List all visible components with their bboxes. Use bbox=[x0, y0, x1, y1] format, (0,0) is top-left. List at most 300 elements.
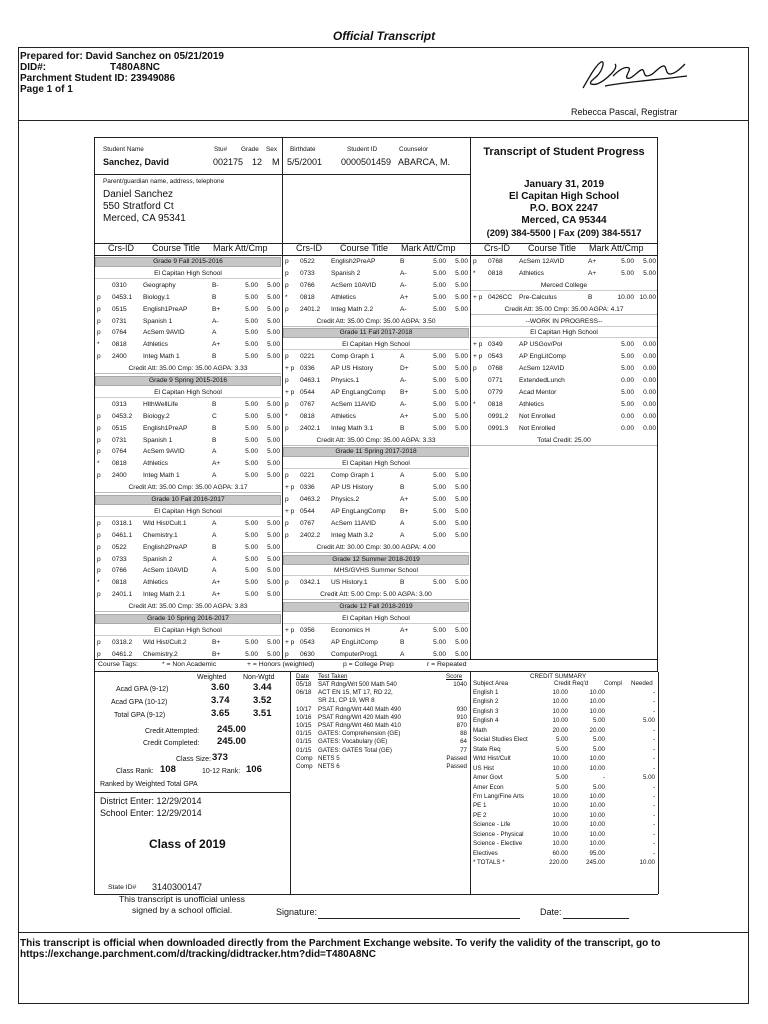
course-title: AcSem 9AVID bbox=[143, 329, 185, 337]
test-row bbox=[296, 747, 468, 755]
course-row bbox=[95, 531, 281, 541]
course-flag: p bbox=[285, 531, 289, 539]
cs-area: State Req bbox=[473, 745, 501, 753]
course-completed: 5.00 bbox=[455, 424, 468, 432]
course-attempted: 5.00 bbox=[433, 626, 446, 634]
cs-area: English 4 bbox=[473, 717, 499, 725]
course-mark: C bbox=[212, 412, 217, 420]
course-row bbox=[95, 400, 281, 410]
course-tags-label: Course Tags: bbox=[98, 661, 138, 668]
course-attempted: 5.00 bbox=[433, 579, 446, 587]
term-credit-summary: Credit Att: 35.00 Cmp: 35.00 AGPA: 3.83 bbox=[95, 602, 281, 612]
course-row bbox=[471, 412, 657, 422]
course-flag: * bbox=[97, 460, 100, 468]
course-attempted: 5.00 bbox=[245, 519, 258, 527]
course-title: English2PreAP bbox=[331, 258, 376, 265]
course-row bbox=[95, 471, 281, 481]
course-flag: p bbox=[97, 317, 101, 325]
course-mark: A bbox=[212, 472, 217, 480]
birthdate: 5/5/2001 bbox=[287, 157, 323, 167]
course-title: HlthWellLife bbox=[143, 400, 179, 408]
course-completed: 5.00 bbox=[267, 519, 280, 527]
course-completed: 5.00 bbox=[455, 258, 468, 265]
course-id: 0818 bbox=[488, 400, 503, 408]
course-attempted: 5.00 bbox=[245, 460, 258, 468]
test-name: PSAT Rdng/Wrt 420 Math 490 bbox=[318, 713, 401, 721]
course-completed: 5.00 bbox=[267, 281, 280, 289]
course-id: 0544 bbox=[300, 507, 315, 515]
course-mark: A- bbox=[400, 377, 407, 384]
cs-area: Math bbox=[473, 726, 487, 734]
course-row bbox=[95, 543, 281, 553]
course-completed: 5.00 bbox=[267, 448, 280, 456]
course-row bbox=[283, 269, 469, 279]
credit-summary-row bbox=[473, 707, 656, 716]
course-id: 0818 bbox=[112, 460, 127, 468]
test-score: 64 bbox=[460, 738, 467, 746]
school-phone: (209) 384-5500 | Fax (209) 384-5517 bbox=[486, 227, 642, 238]
course-attempted: 5.00 bbox=[245, 638, 258, 646]
course-id: 0731 bbox=[112, 436, 127, 444]
course-row bbox=[283, 626, 469, 636]
course-title: Acad Mentor bbox=[519, 388, 557, 396]
test-score: 1040 bbox=[453, 681, 467, 688]
test-score: Passed bbox=[446, 754, 467, 762]
course-id: 0318.1 bbox=[112, 519, 133, 527]
course-flag: p bbox=[97, 293, 101, 301]
col-hdr-title: Course Title bbox=[528, 243, 577, 253]
credit-summary-row bbox=[473, 764, 656, 773]
school-subheader: El Capitan High School bbox=[283, 614, 469, 624]
course-mark: A- bbox=[212, 317, 219, 325]
course-attempted: 5.00 bbox=[433, 400, 446, 408]
course-title: Athletics bbox=[331, 293, 356, 301]
cs-needed: - bbox=[652, 821, 655, 829]
course-title: Comp Graph 1 bbox=[331, 472, 375, 480]
cs-required: 20.00 bbox=[552, 726, 568, 734]
course-id: 0818 bbox=[300, 293, 315, 301]
course-completed: 5.00 bbox=[643, 258, 656, 265]
course-id: 0221 bbox=[300, 472, 315, 480]
school-subheader: El Capitan High School bbox=[283, 459, 469, 469]
course-title: English1PreAP bbox=[143, 424, 188, 432]
course-row bbox=[283, 257, 469, 267]
cs-required: 220.00 bbox=[549, 859, 568, 867]
course-id: 0342.1 bbox=[300, 579, 321, 587]
course-mark: B+ bbox=[212, 650, 221, 658]
course-completed: 0.00 bbox=[643, 353, 656, 361]
course-row bbox=[283, 412, 469, 422]
cs-required: 5.00 bbox=[555, 745, 568, 753]
course-mark: B bbox=[212, 353, 217, 361]
acad-gpa-1012-nonweighted: 3.52 bbox=[253, 695, 272, 706]
cs-needed: - bbox=[652, 689, 655, 696]
course-flag: p bbox=[97, 591, 101, 599]
cs-completed: 10.00 bbox=[589, 802, 605, 810]
course-flag: p bbox=[97, 519, 101, 527]
test-name: SR 21, CP 19, WR 8 bbox=[318, 697, 375, 705]
test-row bbox=[296, 689, 468, 697]
hdr-stu-num: Stu# bbox=[214, 146, 228, 153]
cs-area: Amer Econ bbox=[473, 783, 504, 791]
course-completed: 5.00 bbox=[455, 305, 468, 313]
course-attempted: 5.00 bbox=[245, 555, 258, 563]
col-hdr-title: Course Title bbox=[152, 243, 201, 253]
course-id: 0336 bbox=[300, 365, 315, 373]
course-row bbox=[95, 328, 281, 338]
course-completed: 5.00 bbox=[267, 472, 280, 480]
course-completed: 5.00 bbox=[267, 650, 280, 658]
cs-completed: 10.00 bbox=[589, 792, 605, 800]
registrar-signature bbox=[575, 56, 695, 96]
course-id: 0515 bbox=[112, 424, 127, 432]
course-title: AcSem 12AVID bbox=[519, 258, 565, 265]
course-id: 0818 bbox=[112, 341, 127, 349]
signature-label: Signature: bbox=[276, 907, 318, 917]
course-title: Not Enrolled bbox=[519, 424, 556, 432]
cs-area: English 3 bbox=[473, 707, 499, 715]
course-flag: p bbox=[97, 305, 101, 313]
course-mark: B bbox=[212, 436, 217, 444]
course-flag: p bbox=[285, 496, 289, 503]
course-row bbox=[283, 400, 469, 410]
cs-area: Electives bbox=[473, 849, 498, 857]
acad-gpa-1012-label: Acad GPA (10-12) bbox=[111, 699, 168, 706]
course-completed: 5.00 bbox=[455, 531, 468, 539]
did-value: T480A8NC bbox=[110, 62, 161, 73]
course-id: 0463.1 bbox=[300, 377, 321, 384]
test-date: 10/16 bbox=[296, 713, 312, 721]
course-id: 2400 bbox=[112, 472, 127, 480]
course-row bbox=[283, 578, 469, 588]
course-mark: B bbox=[212, 293, 217, 301]
course-flag: p bbox=[97, 567, 101, 575]
course-flag: p bbox=[285, 281, 289, 289]
course-mark: B+ bbox=[212, 638, 221, 646]
course-row bbox=[471, 388, 657, 398]
school-name: El Capitan High School bbox=[508, 191, 619, 202]
course-mark: B bbox=[400, 638, 405, 646]
test-name: GATES: GATES Total (GE) bbox=[318, 746, 392, 754]
course-completed: 5.00 bbox=[267, 305, 280, 313]
divider bbox=[94, 174, 470, 175]
cs-needed: - bbox=[652, 698, 655, 706]
cs-completed: 95.00 bbox=[589, 849, 605, 857]
course-flag: p bbox=[97, 650, 101, 658]
course-id: 0349 bbox=[488, 341, 503, 349]
course-row bbox=[95, 352, 281, 362]
course-completed: 5.00 bbox=[455, 496, 468, 503]
test-row bbox=[296, 738, 468, 746]
course-completed: 0.00 bbox=[643, 388, 656, 396]
school-subheader: El Capitan High School bbox=[95, 388, 281, 398]
district-enter: District Enter: 12/29/2014 bbox=[100, 796, 202, 806]
course-id: 0818 bbox=[112, 579, 127, 587]
page-number: Page 1 of 1 bbox=[20, 84, 73, 95]
test-date: 10/17 bbox=[296, 705, 312, 713]
course-row bbox=[471, 352, 657, 362]
course-completed: 5.00 bbox=[455, 365, 468, 373]
course-completed: 5.00 bbox=[455, 579, 468, 587]
course-row bbox=[95, 340, 281, 350]
course-completed: 0.00 bbox=[643, 400, 656, 408]
course-completed: 5.00 bbox=[455, 519, 468, 527]
course-row bbox=[471, 269, 657, 279]
course-id: 0731 bbox=[112, 317, 127, 325]
cs-needed: - bbox=[652, 736, 655, 744]
course-id: 2400 bbox=[112, 353, 127, 361]
course-completed: 5.00 bbox=[455, 353, 468, 361]
course-completed: 0.00 bbox=[643, 412, 656, 420]
course-flag: p bbox=[97, 412, 101, 420]
cs-area: English 1 bbox=[473, 689, 499, 696]
course-title: English2PreAP bbox=[143, 543, 188, 551]
school-subheader: MHS/GVHS Summer School bbox=[283, 566, 469, 576]
cs-area: PE 2 bbox=[473, 811, 487, 819]
acad-gpa-1012-weighted: 3.74 bbox=[211, 695, 230, 706]
course-row bbox=[471, 257, 657, 267]
school-city: Merced, CA 95344 bbox=[521, 215, 607, 226]
course-row bbox=[95, 436, 281, 446]
course-title: Chemistry.1 bbox=[143, 531, 178, 539]
course-attempted: 5.00 bbox=[245, 424, 258, 432]
cs-required: 5.00 bbox=[555, 736, 568, 744]
course-attempted: 5.00 bbox=[621, 269, 634, 277]
did-line bbox=[20, 62, 224, 73]
course-flag: * bbox=[97, 579, 100, 587]
course-id: 0768 bbox=[488, 258, 503, 265]
course-row bbox=[95, 447, 281, 457]
term-header: Grade 10 Spring 2016-2017 bbox=[95, 614, 281, 624]
term-header: Grade 12 Summer 2018-2019 bbox=[283, 555, 469, 565]
course-id: 0515 bbox=[112, 305, 127, 313]
course-id: 0818 bbox=[488, 269, 503, 277]
cs-completed: 10.00 bbox=[589, 689, 605, 696]
col-hdr-crsid: Crs-ID bbox=[296, 243, 322, 253]
course-id: 2402.2 bbox=[300, 531, 321, 539]
course-mark: A+ bbox=[588, 258, 597, 265]
course-title: Economics H bbox=[331, 626, 370, 634]
course-row bbox=[471, 293, 657, 303]
credit-summary-row bbox=[473, 745, 656, 754]
course-mark: A bbox=[400, 519, 405, 527]
course-flag: + p bbox=[285, 388, 295, 396]
course-id: 2401.2 bbox=[300, 305, 321, 313]
course-attempted: 5.00 bbox=[245, 543, 258, 551]
credit-summary-row bbox=[473, 801, 656, 810]
course-title: Athletics bbox=[143, 341, 168, 349]
cs-required: 5.00 bbox=[555, 774, 568, 782]
cs-needed: 10.00 bbox=[639, 859, 655, 867]
course-attempted: 5.00 bbox=[621, 365, 634, 373]
course-row bbox=[283, 376, 469, 386]
course-completed: 5.00 bbox=[267, 329, 280, 337]
course-row bbox=[283, 388, 469, 398]
course-mark: B+ bbox=[400, 388, 409, 396]
class-rank: 108 bbox=[160, 764, 176, 775]
course-mark: A+ bbox=[400, 412, 409, 420]
course-completed: 5.00 bbox=[455, 281, 468, 289]
course-attempted: 5.00 bbox=[621, 400, 634, 408]
parent-label: Parent/guardian name, address, telephone bbox=[103, 178, 225, 185]
course-id: 0733 bbox=[112, 555, 127, 563]
course-completed: 5.00 bbox=[267, 460, 280, 468]
course-attempted: 5.00 bbox=[433, 293, 446, 301]
course-flag: p bbox=[473, 258, 477, 265]
course-completed: 10.00 bbox=[639, 293, 656, 301]
school-enter: School Enter: 12/29/2014 bbox=[100, 808, 202, 818]
divider bbox=[18, 120, 749, 121]
course-flag: * bbox=[285, 412, 288, 420]
course-title: Physics.2 bbox=[331, 496, 360, 503]
cs-required: 10.00 bbox=[552, 689, 568, 696]
course-attempted: 5.00 bbox=[621, 258, 634, 265]
cs-required: 10.00 bbox=[552, 792, 568, 800]
cs-area-hdr: Subject Area bbox=[473, 680, 509, 687]
course-title: AP EngLitComp bbox=[331, 638, 378, 646]
course-completed: 0.00 bbox=[643, 377, 656, 384]
course-attempted: 5.00 bbox=[433, 365, 446, 373]
course-flag: p bbox=[285, 377, 289, 384]
credit-summary-row bbox=[473, 697, 656, 706]
state-id-label: State ID# bbox=[108, 884, 137, 891]
cs-needed: - bbox=[652, 707, 655, 715]
cs-needed: - bbox=[652, 726, 655, 734]
course-title: Spanish 1 bbox=[143, 317, 173, 325]
school-subheader: El Capitan High School bbox=[283, 340, 469, 350]
course-id: 0356 bbox=[300, 626, 315, 634]
test-date: 05/18 bbox=[296, 681, 312, 688]
course-id: 0543 bbox=[300, 638, 315, 646]
course-flag: * bbox=[473, 400, 476, 408]
divider bbox=[94, 792, 290, 793]
hdr-birthdate: Birthdate bbox=[290, 146, 316, 153]
divider bbox=[94, 659, 658, 660]
course-title: Comp Graph 1 bbox=[331, 353, 375, 361]
course-mark: A bbox=[212, 555, 217, 563]
course-flag: + p bbox=[285, 626, 295, 634]
course-mark: A+ bbox=[400, 496, 409, 503]
test-row bbox=[296, 681, 468, 689]
course-attempted: 5.00 bbox=[621, 341, 634, 349]
course-title: Geography bbox=[143, 281, 176, 289]
course-mark: A- bbox=[400, 269, 407, 277]
credit-summary-row bbox=[473, 754, 656, 763]
course-mark: B bbox=[400, 424, 405, 432]
sex: M bbox=[272, 157, 280, 167]
course-mark: A- bbox=[400, 305, 407, 313]
course-mark: A- bbox=[400, 281, 407, 289]
test-date: 01/15 bbox=[296, 730, 312, 738]
course-attempted: 5.00 bbox=[433, 353, 446, 361]
course-id: 0630 bbox=[300, 650, 315, 658]
test-name: NETS 5 bbox=[318, 754, 340, 762]
course-flag: p bbox=[285, 353, 289, 361]
test-date: 10/15 bbox=[296, 722, 312, 729]
cs-needed: - bbox=[652, 755, 655, 763]
course-title: AcSem 12AVID bbox=[519, 365, 565, 373]
course-mark: A+ bbox=[212, 341, 221, 349]
course-completed: 5.00 bbox=[267, 317, 280, 325]
cs-required: 10.00 bbox=[552, 821, 568, 829]
course-attempted: 5.00 bbox=[621, 353, 634, 361]
test-score: 77 bbox=[460, 746, 467, 754]
course-flag: p bbox=[285, 579, 289, 587]
cs-needed: - bbox=[652, 764, 655, 772]
course-flag: p bbox=[285, 269, 289, 277]
school-subheader: Merced College bbox=[471, 281, 657, 291]
course-flag: p bbox=[285, 650, 289, 658]
credit-summary-row bbox=[473, 735, 656, 744]
course-title: Integ Math 1 bbox=[143, 472, 180, 480]
acad-gpa-912-nonweighted: 3.44 bbox=[253, 682, 272, 693]
course-attempted: 5.00 bbox=[245, 305, 258, 313]
course-mark: D+ bbox=[400, 365, 409, 373]
unofficial-note-2: signed by a school official. bbox=[132, 905, 233, 915]
credit-attempted: 245.00 bbox=[217, 724, 247, 735]
class-rank-label: Class Rank: bbox=[116, 768, 154, 775]
tag-college-prep: p = College Prep bbox=[343, 661, 394, 668]
course-row bbox=[95, 459, 281, 469]
course-title: Integ Math 3.2 bbox=[331, 531, 374, 539]
course-row bbox=[283, 305, 469, 315]
course-flag: + p bbox=[473, 341, 483, 349]
course-completed: 5.00 bbox=[455, 412, 468, 420]
registrar-name: Rebecca Pascal, Registrar bbox=[571, 107, 678, 117]
cs-required: 10.00 bbox=[552, 802, 568, 810]
course-flag: p bbox=[285, 472, 289, 480]
course-attempted: 5.00 bbox=[245, 293, 258, 301]
course-title: AP USGov/Pol bbox=[519, 341, 563, 349]
course-title: AP US History bbox=[331, 484, 374, 492]
col-hdr-mark: Mark Att/Cmp bbox=[401, 243, 456, 253]
cs-required: 10.00 bbox=[552, 755, 568, 763]
credit-completed-label: Credit Completed: bbox=[143, 740, 200, 747]
course-mark: A+ bbox=[212, 591, 221, 599]
course-title: Integ Math 2.2 bbox=[331, 305, 374, 313]
test-date: Comp bbox=[296, 754, 313, 762]
credit-summary-row bbox=[473, 839, 656, 848]
course-mark: B bbox=[212, 424, 217, 432]
course-attempted: 5.00 bbox=[433, 531, 446, 539]
course-mark: B bbox=[400, 484, 405, 492]
school-subheader: El Capitan High School bbox=[471, 328, 657, 338]
course-id: 0767 bbox=[300, 519, 315, 527]
course-id: 0771 bbox=[488, 377, 503, 384]
course-title: Chemistry.2 bbox=[143, 650, 178, 658]
course-completed: 5.00 bbox=[643, 269, 656, 277]
tag-non-academic: * = Non Academic bbox=[162, 661, 217, 668]
cs-area: Science - Physical bbox=[473, 830, 524, 838]
course-completed: 5.00 bbox=[455, 293, 468, 301]
test-date-hdr: Date bbox=[296, 673, 310, 680]
course-attempted: 5.00 bbox=[433, 519, 446, 527]
course-row bbox=[95, 519, 281, 529]
hdr-counselor: Counselor bbox=[399, 146, 429, 153]
parent-name: Daniel Sanchez bbox=[103, 189, 174, 200]
course-flag: + p bbox=[285, 638, 295, 646]
course-id: 0310 bbox=[112, 281, 127, 289]
course-flag: + p bbox=[285, 365, 295, 373]
test-name: PSAT Rdng/Wrt 440 Math 490 bbox=[318, 705, 401, 713]
course-id: 0766 bbox=[300, 281, 315, 289]
cs-completed: 5.00 bbox=[592, 717, 605, 725]
course-title: English1PreAP bbox=[143, 305, 188, 313]
course-attempted: 5.00 bbox=[433, 269, 446, 277]
course-attempted: 5.00 bbox=[245, 353, 258, 361]
course-row bbox=[95, 638, 281, 648]
cs-required: 10.00 bbox=[552, 764, 568, 772]
